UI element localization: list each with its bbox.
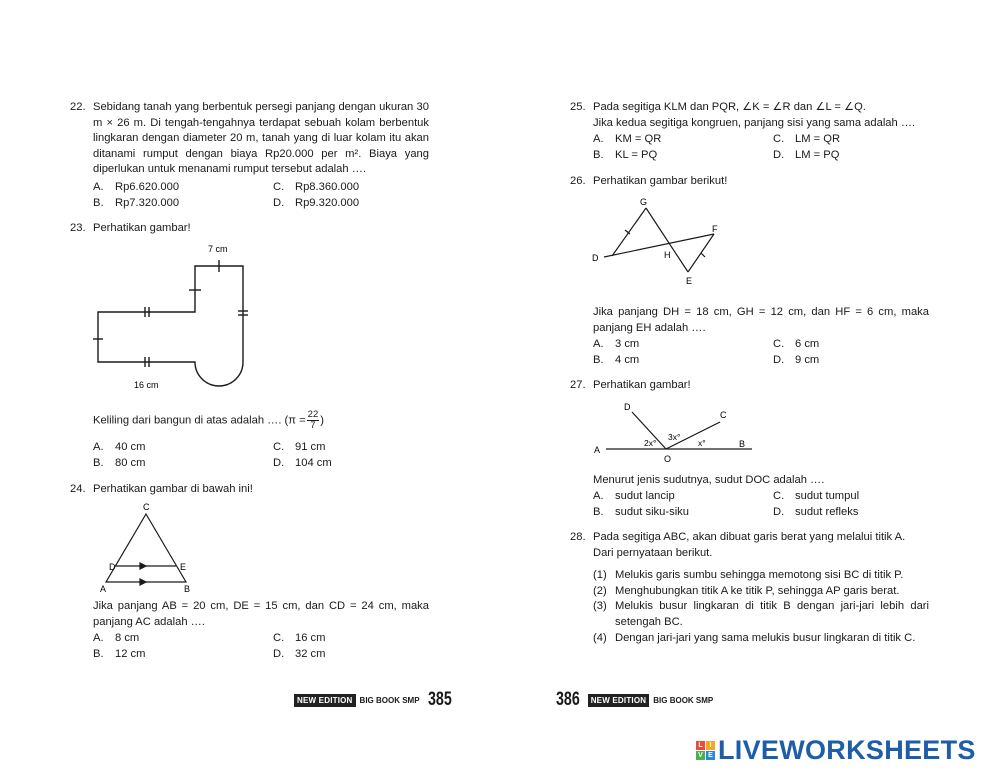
step-item: (4) Dengan jari-jari yang sama melukis busur lingkaran di titik C. [593,631,916,644]
book-title: BIG BOOK SMP [359,695,420,705]
question-25-text2: Jika kedua segitiga kongruen, panjang sisi yang sama adalah …. [593,116,916,129]
question-27-text: Perhatikan gambar! [593,379,691,391]
option-a[interactable]: A. Rp6.620.000 [93,181,180,193]
question-27 [570,378,929,394]
label-g: G [640,197,648,207]
label-e: E [180,562,187,572]
question-23-text: Perhatikan gambar! [93,222,191,234]
option-c[interactable]: C. 16 cm [273,632,326,644]
option-a[interactable]: A. 3 cm [593,338,640,350]
question-24-text: Perhatikan gambar di bawah ini! [93,483,253,495]
intersecting-triangles-figure [590,194,730,289]
option-d[interactable]: D. 104 cm [273,457,332,469]
angle-3x: 3x° [668,432,681,442]
option-c[interactable]: C. LM = QR [773,133,841,145]
option-b[interactable]: B. Rp7.320.000 [93,197,180,209]
question-28 [570,530,929,646]
option-c[interactable]: C. sudut tumpul [773,490,860,502]
logo-text: LIVEWORKSHEETS [718,735,976,765]
question-26-prompt: Jika panjang DH = 18 cm, GH = 12 cm, dan HF = 6 cm, maka panjang EH adalah …. A. 3 cm B. 4 cm C. 6 cm D. 9 cm [593,305,929,336]
question-24-number: 24. [70,483,86,495]
question-26-text: Perhatikan gambar berikut! [593,175,728,187]
page-number: 386 [555,689,580,710]
question-22-text: Sebidang tanah yang berbentuk persegi panjang dengan ukuran 30 m × 26 m. Di tengah-tengahnya terdapat sebuah kolam berbentuk lingkaran dengan diameter 20 m, tanah yang di luar kolam itu akan ditanami rumput dengan biaya Rp20.000 per m². Biaya yang diperlukan untuk menanami rumput tersebut adalah …. [93,101,429,176]
label-b: B [184,584,191,594]
arrow-icon [140,579,146,585]
segment-df [604,234,714,257]
label-d: D [592,253,599,263]
liveworksheets-logo [696,735,976,766]
arrow-icon [140,563,146,569]
option-a[interactable]: A. KM = QR [593,133,662,145]
question-22-number: 22. [70,101,86,113]
question-27-prompt: Menurut jenis sudutnya, sudut DOC adalah …. A. sudut lancip B. sudut siku-siku C. sudut tumpul D. sudut refleks [593,473,929,489]
book-title: BIG BOOK SMP [653,695,714,705]
label-h: H [664,250,671,260]
question-23 [70,221,429,237]
option-a[interactable]: A. 40 cm [93,441,146,453]
option-c[interactable]: C. 91 cm [273,441,326,453]
edition-badge: NEW EDITION [588,694,650,707]
label-c: C [143,502,150,512]
label-f: F [712,224,718,234]
question-28-number: 28. [570,531,586,543]
edition-badge: NEW EDITION [294,694,356,707]
angles-figure [592,398,762,468]
label-c: C [720,410,727,420]
option-b[interactable]: B. 80 cm [93,457,146,469]
question-26-number: 26. [570,175,586,187]
question-25-text: Pada segitiga KLM dan PQR, ∠K = ∠R dan ∠L = ∠Q. [593,101,866,113]
question-26 [570,174,929,190]
question-25 [570,100,929,161]
question-24-prompt: Jika panjang AB = 20 cm, DE = 15 cm, dan CD = 24 cm, maka panjang AC adalah …. A. 8 cm B. 12 cm C. 16 cm D. 32 cm [93,599,429,630]
option-d[interactable]: D. 32 cm [273,648,326,660]
logo-tiles-icon: L I V E [696,741,715,760]
label-a: A [594,445,601,455]
triangle-abc [106,514,186,582]
label-o: O [664,454,672,464]
option-b[interactable]: B. sudut siku-siku [593,506,689,518]
option-a[interactable]: A. 8 cm [93,632,140,644]
label-d: D [109,562,116,572]
question-28-text: Pada segitiga ABC, akan dibuat garis berat yang melalui titik A. [593,531,906,543]
question-28-steps [593,568,929,646]
option-c[interactable]: C. 6 cm [773,338,820,350]
label-7cm: 7 cm [208,244,228,254]
option-b[interactable]: B. 4 cm [593,354,640,366]
step-item: (2) Menghubungkan titik A ke titik P, sehingga AP garis berat. [593,584,900,597]
label-b: B [739,439,746,449]
label-e: E [686,276,693,286]
question-27-number: 27. [570,379,586,391]
option-b[interactable]: B. 12 cm [93,648,146,660]
tick-mark [701,253,705,257]
shape-outline [98,266,243,386]
label-d: D [624,402,631,412]
label-a: A [100,584,107,594]
question-24 [70,482,429,498]
angle-2x: 2x° [644,438,657,448]
angle-x: x° [698,438,706,448]
option-d[interactable]: D. 9 cm [773,354,820,366]
label-16cm: 16 cm [134,380,159,390]
option-c[interactable]: C. Rp8.360.000 [273,181,360,193]
question-25-number: 25. [570,101,586,113]
option-a[interactable]: A. sudut lancip [593,490,675,502]
step-item: (3) Melukis busur lingkaran di titik B dengan jari-jari lebih dari setengah BC. [593,600,929,628]
page-number: 385 [427,689,452,710]
triangle-figure [96,500,216,595]
left-page-footer [294,691,455,709]
question-23-number: 23. [70,222,86,234]
option-b[interactable]: B. KL = PQ [593,149,658,161]
composite-shape-figure [90,242,270,392]
step-item: (1) Melukis garis sumbu sehingga memotong sisi BC di titik P. [593,569,904,582]
question-28-text2: Dari pernyataan berikut. [593,546,713,559]
pi-fraction: $\frac{22}{7}$ [307,409,319,431]
right-page-footer [552,691,713,709]
option-d[interactable]: D. Rp9.320.000 [273,197,360,209]
question-22 [70,100,429,209]
option-d[interactable]: D. sudut refleks [773,506,859,518]
question-23-prompt: Keliling dari bangun di atas adalah …. (π = $\frac{22}{7}$ ) A. 40 cm B. 80 cm C. 91 cm D. 104 cm [93,410,429,431]
option-d[interactable]: D. LM = PQ [773,149,840,161]
segment-ge [646,208,688,272]
